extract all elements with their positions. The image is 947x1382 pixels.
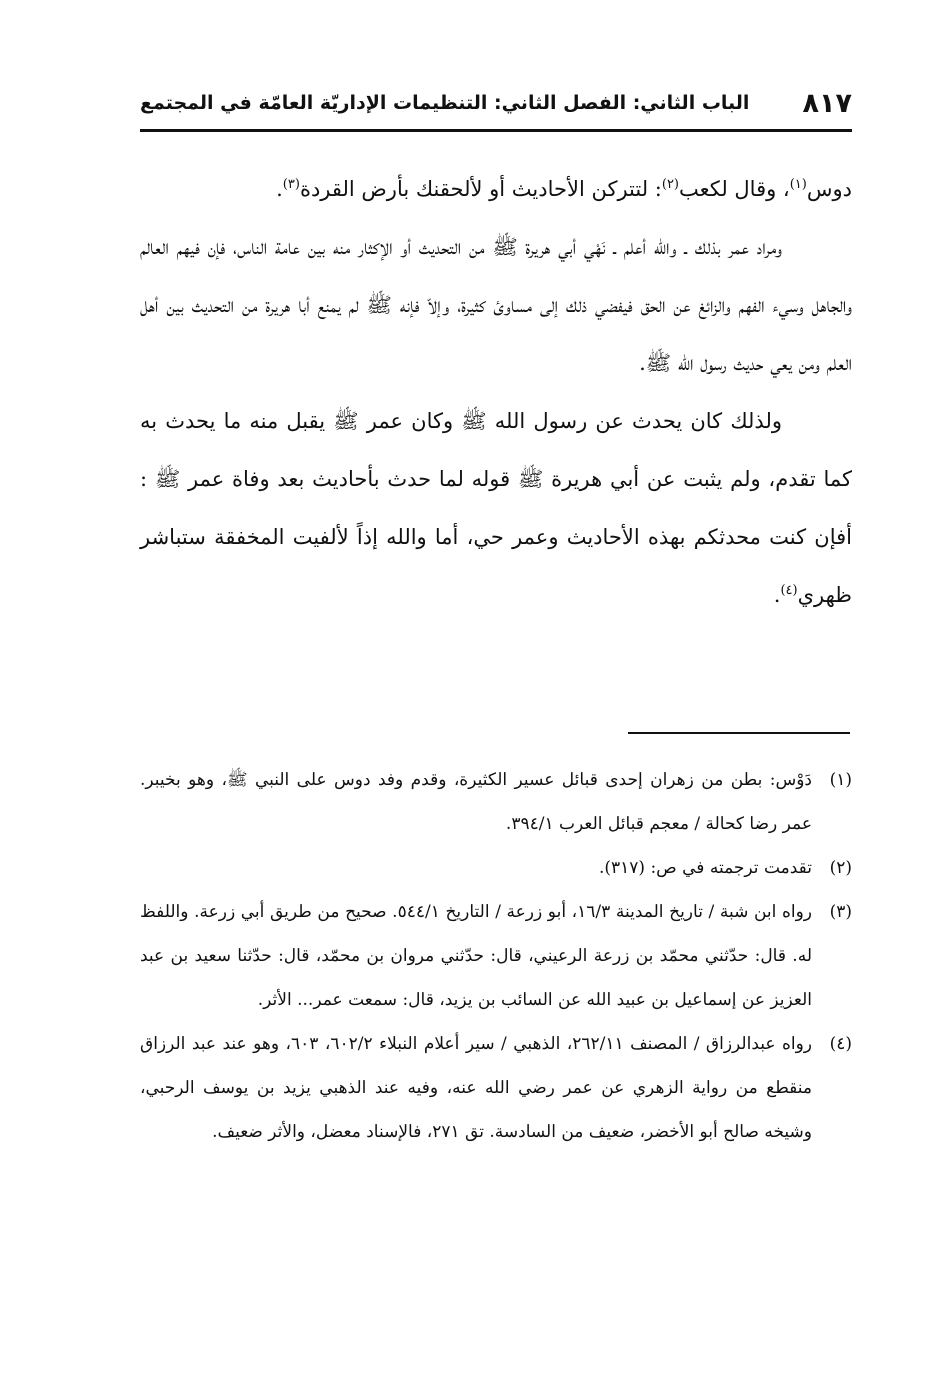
paragraph-1 — [140, 160, 852, 218]
footnote-4 — [140, 1022, 852, 1154]
footnote-separator — [628, 732, 850, 734]
p1-text-1: دوس — [806, 177, 852, 201]
running-title: الباب الثاني: الفصل الثاني: التنظيمات الإداريّة العامّة في المجتمع — [140, 92, 750, 114]
footnote-1 — [140, 758, 852, 846]
footnote-3 — [140, 890, 852, 1022]
footnote-text: رواه ابن شبة / تاريخ المدينة ١٦/٣، أبو زرعة / التاريخ ٥٤٤/١. صحيح من طريق أبي زرعة. واللفظ له. قال: حدّثني محمّد بن زرعة الرعيني، قال: حدّثني مروان بن محمّد، قال: حدّثنا سعيد بن عبد العزيز عن إسماعيل بن عبيد الله عن السائب بن يزيد، قال: سمعت عمر... الأثر. — [140, 902, 813, 1010]
p1-text-2: ، وقال لكعب — [679, 177, 790, 201]
paragraph-2: ومراد عمر بذلك ـ والله أعلم ـ نَهْي أبي هريرة ﷺ من التحديث أو الإكثار منه بين عامة الناس، فإن فيهم العالم والجاهل وسيء الفهم والزائغ عن الحق فيفضي ذلك إلى مساوئ كثيرة، وإلاّ فإنه ﷺ لم يمنع أبا هريرة من التحديث بين أهل العلم ومن يعي حديث رسول الله ﷺ. — [140, 235, 852, 375]
p1-text-4: . — [276, 177, 283, 201]
footnote-ref-3: (٣) — [282, 177, 300, 192]
footnote-ref-4: (٤) — [780, 583, 798, 598]
footnote-ref-2: (٢) — [661, 177, 679, 192]
footnote-text: رواه عبدالرزاق / المصنف ٢٦٢/١١، الذهبي / سير أعلام النبلاء ٦٠٢/٢، ٦٠٣، وهو عند عبد الرزاق منقطع من رواية الزهري عن عمر رضي الله عنه، وفيه عند الذهبي يزيد بن يوسف الرحبي، وشيخه صالح أبو الأخضر، ضعيف من السادسة. تق ٢٧١، فالإسناد معضل، والأثر ضعيف. — [140, 1034, 813, 1142]
footnote-text: تقدمت ترجمته في ص: (٣١٧). — [598, 858, 812, 878]
p1-text-3: : لتتركن الأحاديث أو لألحقنك بأرض القردة — [299, 177, 662, 201]
footnote-number: (٢) — [829, 858, 852, 878]
footnote-number: (٤) — [829, 1034, 852, 1054]
page-number: ٨١٧ — [802, 88, 852, 119]
main-text — [140, 160, 852, 624]
footnote-text: دَوْس: بطن من زهران إحدى قبائل عسير الكثيرة، وقدم وفد دوس على النبي ﷺ، وهو بخيبر. عمر رضا كحالة / معجم قبائل العرب ٣٩٤/١. — [140, 770, 812, 834]
footnote-ref-1: (١) — [789, 177, 807, 192]
page-header — [140, 84, 852, 132]
footnotes-section — [140, 758, 852, 1154]
paragraph-3 — [140, 392, 852, 624]
p3-text-2: . — [773, 583, 781, 607]
p3-text-1: ولذلك كان يحدث عن رسول الله ﷺ وكان عمر ﷺ يقبل منه ما يحدث به كما تقدم، ولم يثبت عن أبي هريرة ﷺ قوله لما حدث بأحاديث بعد وفاة عمر ﷺ : أفإن كنت محدثكم بهذه الأحاديث وعمر حي، أما والله إذاً لألفيت المخفقة ستباشر ظهري — [140, 409, 852, 607]
footnote-number: (١) — [829, 770, 852, 790]
footnote-2 — [140, 846, 852, 890]
footnote-number: (٣) — [829, 902, 852, 922]
